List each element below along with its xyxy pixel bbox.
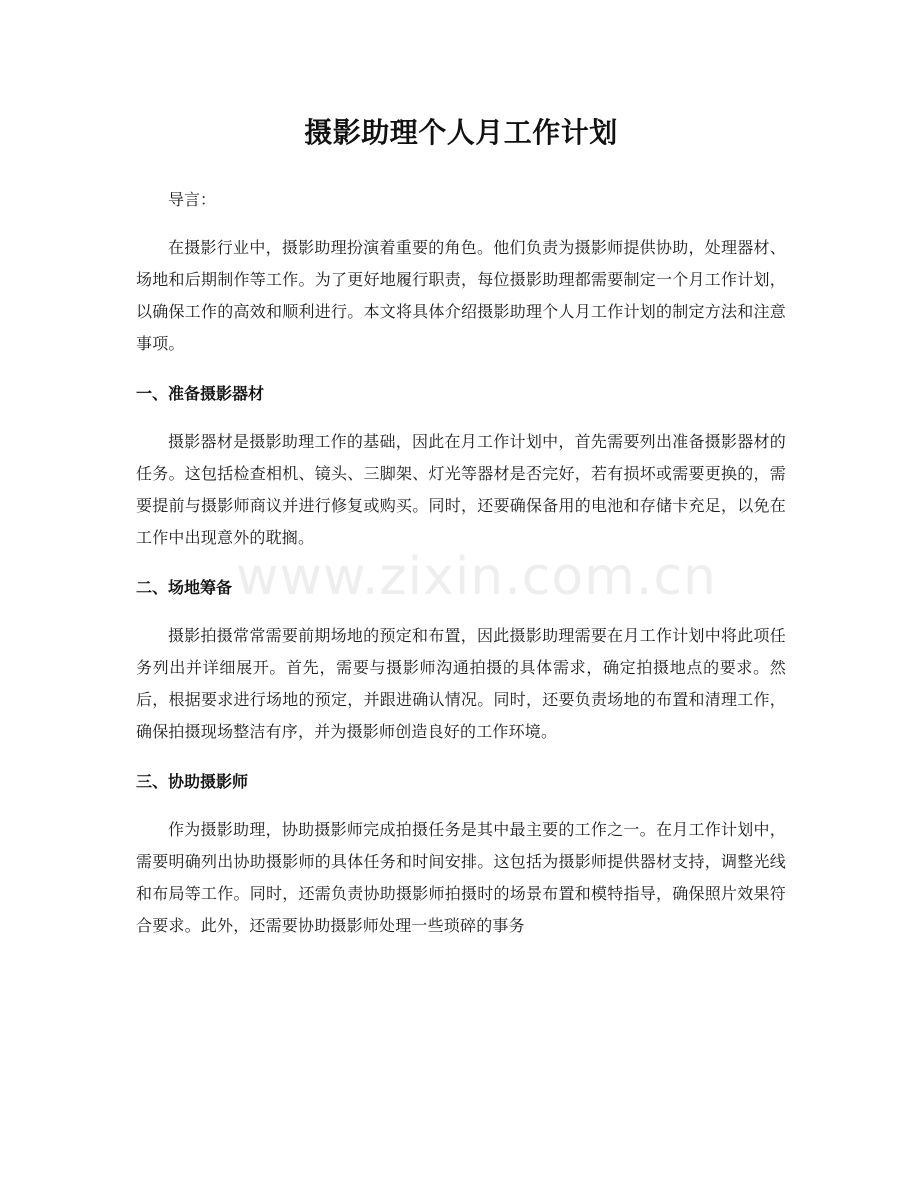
document-title: 摄影助理个人月工作计划 — [304, 116, 618, 149]
section-heading-equipment: 一、准备摄影器材 — [136, 384, 265, 403]
intro-paragraph: 在摄影行业中，摄影助理扮演着重要的角色。他们负责为摄影师提供协助，处理器材、场地和后期制作等工作。为了更好地履行职责，每位摄影助理都需要制定一个月工作计划，以确保工作的高效和顺利进行。本文将具体介绍摄影助理个人月工作计划的制定方法和注意事项。 — [136, 238, 786, 353]
section-paragraph-venue: 摄影拍摄常常需要前期场地的预定和布置，因此摄影助理需要在月工作计划中将此项任务列出并详细展开。首先，需要与摄影师沟通拍摄的具体需求，确定拍摄地点的要求。然后，根据要求进行场地的预定，并跟进确认情况。同时，还要负责场地的布置和清理工作，确保拍摄现场整洁有序，并为摄影师创造良好的工作环境。 — [136, 626, 786, 741]
intro-label: 导言： — [168, 190, 217, 209]
section-heading-venue: 二、场地筹备 — [136, 578, 233, 597]
section-paragraph-equipment: 摄影器材是摄影助理工作的基础，因此在月工作计划中，首先需要列出准备摄影器材的任务。这包括检查相机、镜头、三脚架、灯光等器材是否完好，若有损坏或需要更换的，需要提前与摄影师商议并进行修复或购买。同时，还要确保备用的电池和存储卡充足，以免在工作中出现意外的耽搁。 — [136, 432, 786, 547]
watermark: www.zixin.com.cn — [236, 547, 717, 607]
section-paragraph-assist: 作为摄影助理，协助摄影师完成拍摄任务是其中最主要的工作之一。在月工作计划中，需要明确列出协助摄影师的具体任务和时间安排。这包括为摄影师提供器材支持，调整光线和布局等工作。同时，还需负责协助摄影师拍摄时的场景布置和模特指导，确保照片效果符合要求。此外，还需要协助摄影师处理一些琐碎的事务 — [136, 820, 786, 935]
section-heading-assist: 三、协助摄影师 — [136, 772, 249, 791]
